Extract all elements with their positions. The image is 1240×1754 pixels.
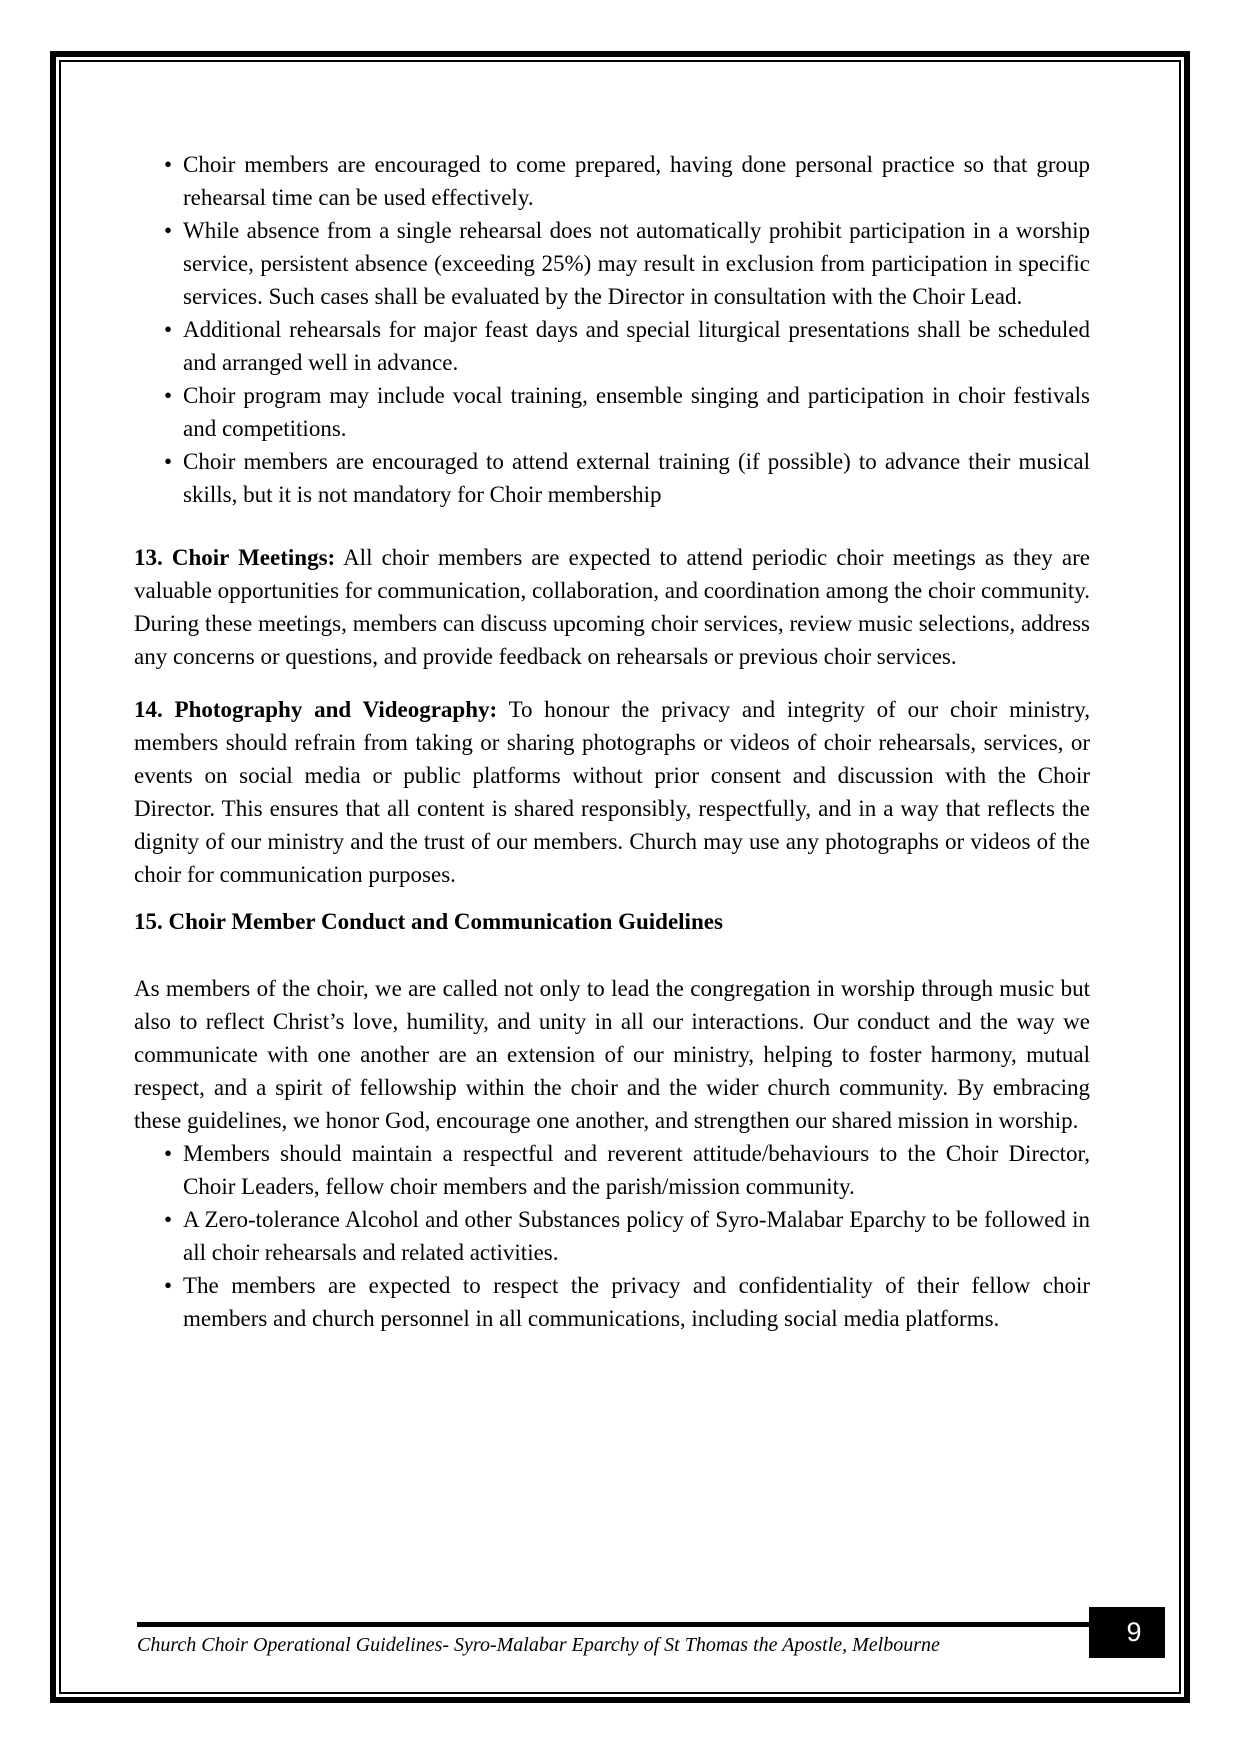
- page-number: 9: [1126, 1617, 1142, 1647]
- section-15-intro: As members of the choir, we are called not only to lead the congregation in worship through music but also to reflect Christ’s love, humility, and unity in all our interactions. Our conduct and the way we communicate with one another are an extension of our ministry, helping to foster harmony, mutual respect, and a spirit of fellowship within the choir and the wider church community. By embracing these guidelines, we honor God, encourage one another, and strengthen our shared mission in worship.: [134, 976, 1090, 1133]
- list-item: • Additional rehearsals for major feast days and special liturgical presentations shall be scheduled and arranged well in advance.: [134, 313, 1090, 379]
- list-item: • Choir members are encouraged to come prepared, having done personal practice so that group rehearsal time can be used effectively.: [134, 148, 1090, 214]
- list-item: • Choir program may include vocal training, ensemble singing and participation in choir festivals and competitions.: [134, 379, 1090, 445]
- footer-title: Church Choir Operational Guidelines- Syro-Malabar Eparchy of St Thomas the Apostle, Melbourne: [137, 1634, 940, 1656]
- page-footer: [137, 1607, 1165, 1658]
- conduct-guidelines-list: [134, 1137, 1090, 1335]
- section-15-heading: 15. Choir Member Conduct and Communication Guidelines: [134, 909, 723, 934]
- list-item: • Members should maintain a respectful and reverent attitude/behaviours to the Choir Director, Choir Leaders, fellow choir members and the parish/mission community.: [134, 1137, 1090, 1203]
- list-item: • While absence from a single rehearsal does not automatically prohibit participation in a worship service, persistent absence (exceeding 25%) may result in exclusion from participation in specific services. Such cases shall be evaluated by the Director in consultation with the Choir Lead.: [134, 214, 1090, 313]
- section-13-text: All choir members are expected to attend periodic choir meetings as they are valuable opportunities for communication, collaboration, and coordination among the choir community. During these meetings, members can discuss upcoming choir services, review music selections, address any concerns or questions, and provide feedback on rehearsals or previous choir services.: [134, 545, 1090, 669]
- footer-rule: [137, 1622, 1089, 1658]
- list-item: • Choir members are encouraged to attend external training (if possible) to advance their musical skills, but it is not mandatory for Choir membership: [134, 445, 1090, 511]
- document-body: [134, 148, 1090, 1335]
- page-border-frame: [50, 51, 1190, 1703]
- list-item: • The members are expected to respect the privacy and confidentiality of their fellow choir members and church personnel in all communications, including social media platforms.: [134, 1269, 1090, 1335]
- section-14-text: To honour the privacy and integrity of our choir ministry, members should refrain from taking or sharing photographs or videos of choir rehearsals, services, or events on social media or public platforms without prior consent and discussion with the Choir Director. This ensures that all content is shared responsibly, respectfully, and in a way that reflects the dignity of our ministry and the trust of our members. Church may use any photographs or videos of the choir for communication purposes.: [134, 697, 1091, 887]
- section-choir-meetings: [134, 541, 1090, 673]
- rehearsal-guidelines-list: [134, 148, 1090, 511]
- page-inner-border: [59, 60, 1181, 1694]
- section-photography: [134, 693, 1090, 891]
- page-number-box: [1089, 1607, 1165, 1658]
- list-item: • A Zero-tolerance Alcohol and other Substances policy of Syro-Malabar Eparchy to be followed in all choir rehearsals and related activities.: [134, 1203, 1090, 1269]
- section-14-label: 14. Photography and Videography:: [134, 697, 498, 722]
- section-13-label: 13. Choir Meetings:: [134, 545, 336, 570]
